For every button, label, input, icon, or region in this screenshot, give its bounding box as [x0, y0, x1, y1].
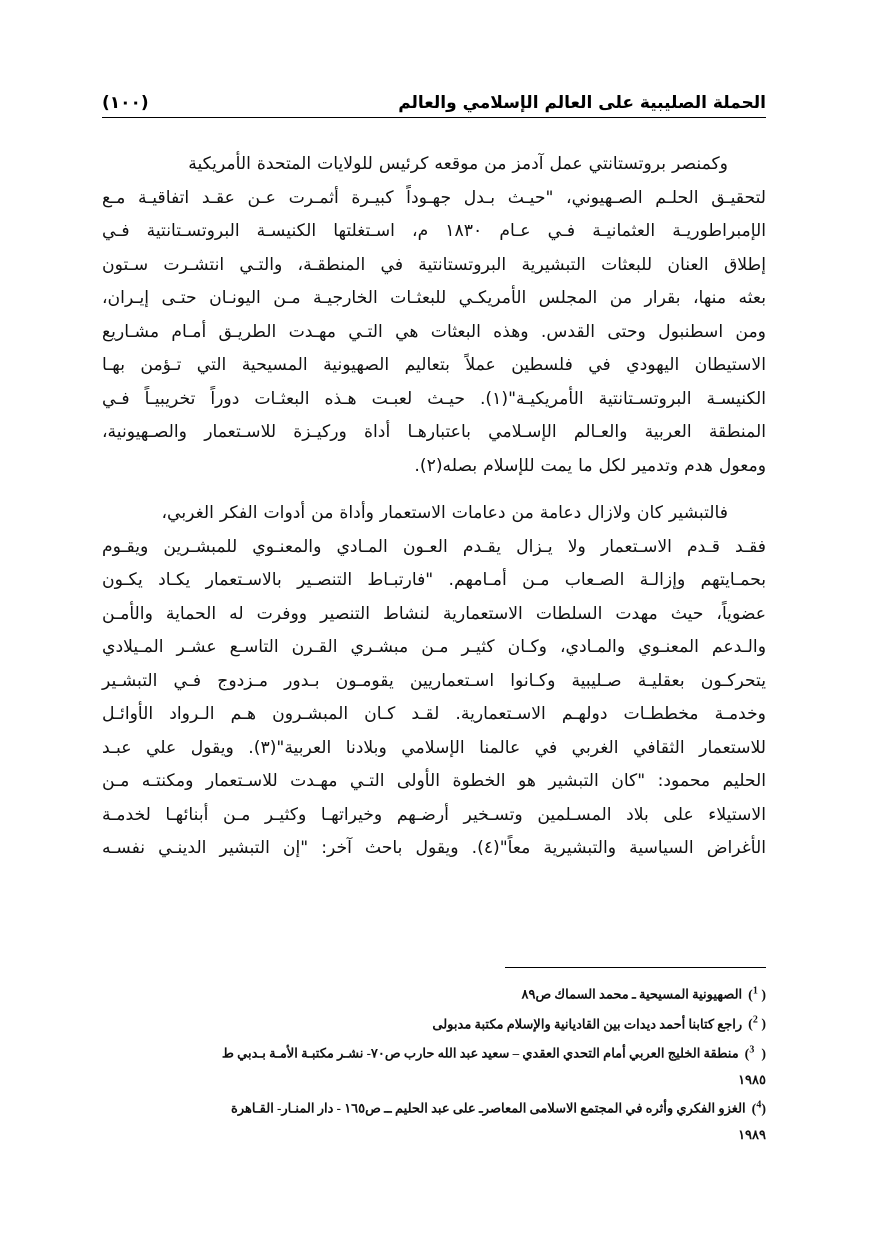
text-line: عضوياً، حيث مهدت السلطات الاستعمارية لنشاط التنصير ووفرت له الحماية والأمـن — [102, 603, 766, 624]
footnote-number: 4 — [756, 1098, 762, 1110]
footnote-text: منطقة الخليج العربي أمام التحدي العقدي – سعيد عبد الله حارب ص٧٠- نشـر مكتبـة الأمـة بـدبي ط — [221, 1045, 739, 1061]
footnote-2 — [102, 1008, 766, 1038]
text-line: للاستعمار الثقافي الغربي في عالمنا الإسلامي وبلادنا العربية"(٣). ويقول علي عبـد — [102, 737, 766, 758]
text-line: المنطقة العربية والعـالم الإسـلامي باعتبارهـا أداة وركيـزة للاسـتعمار والصـهيونية، — [102, 422, 766, 442]
paragraph-1 — [102, 148, 766, 483]
footnote-continuation: ١٩٨٥ — [738, 1071, 766, 1087]
footnote-marker: ( $^1$) — [748, 985, 766, 1003]
text-line: الكنيسـة البروتسـتانتية الأمريكيـة"(١). حيـث لعبـت هـذه البعثـات دوراً تخريبيـاً فـي — [102, 388, 766, 409]
footnote-continuation: ١٩٨٩ — [738, 1126, 766, 1142]
footnote-text: الغزو الفكري وأثره في المجتمع الاسلامى المعاصرـ على عبد الحليم ــ ص١٦٥ - دار المنـار- القـاهرة — [231, 1100, 746, 1116]
text-line: فالتبشير كان ولازال دعامة من دعامات الاستعمار وأداة من أدوات الفكر الغربي، — [161, 503, 728, 523]
text-line: الاستيلاء على بلاد المسـلمين وتسـخير أرضـهم وخيراتهـا وكثيـر مـن أبنائهـا لخدمـة — [102, 804, 766, 825]
footnote-separator — [505, 967, 766, 968]
footnote-number: 2 — [752, 1014, 758, 1026]
footnote-3 — [102, 1037, 766, 1092]
text-line: الإمبراطوريـة العثمانيـة فـي عـام ١٨٣٠ م، اسـتغلتها الكنيسـة البروتسـتانتية فـي — [102, 221, 766, 241]
footnote-4 — [102, 1092, 766, 1147]
text-line: والـدعم المعنـوي والمـادي، وكـان كثيـر مـن مبشـري القـرن التاسـع عشـر المـيلادي — [102, 637, 766, 657]
footnote-marker: ($^4$) — [751, 1098, 766, 1117]
paragraph-2 — [102, 497, 766, 866]
footnote-text: الصهيونية المسيحية ـ محمد السماك ص٨٩ — [521, 986, 743, 1002]
text-line: الاستيطان اليهودي في فلسطين عملاً بتعاليم الصهيونية المسيحية التي تـؤمن بهـا — [102, 355, 766, 375]
text-line: ومعول هدم وتدمير لكل ما يمت للإسلام بصله(٢). — [414, 455, 766, 476]
header-title: الحملة الصليبية على العالم الإسلامي والعالم — [398, 93, 766, 113]
footnote-text: راجع كتابنا أحمد ديدات بين القاديانية والإسلام مكتبة مدبولى — [432, 1016, 743, 1032]
text-line: الأغراض السياسية والتبشيرية معاً"(٤). ويقول باحث آخر: "إن التبشير الدينـي نفسـه — [102, 838, 766, 858]
text-line: وخدمـة مخططـات دولهـم الاسـتعمارية. لقـد كـان المبشـرون هـم الـرواد الأوائـل — [102, 704, 766, 724]
text-line: وكمنصر بروتستانتي عمل آدمز من موقعه كرئيس للولايات المتحدة الأمريكية — [188, 154, 728, 174]
footnote-number: 3 — [749, 1044, 755, 1056]
footnote-marker: ( $^3$) — [744, 1044, 766, 1062]
footnote-1 — [102, 978, 766, 1008]
body-text — [102, 148, 766, 866]
text-line: الحليم محمود: "كان التبشير هو الخطوة الأولى التـي مهـدت للاسـتعمار ومكنتـه مـن — [102, 771, 766, 791]
footnote-number: 1 — [752, 985, 758, 996]
running-header — [102, 84, 766, 118]
footnotes — [102, 978, 766, 1147]
footnote-marker: ( $^2$) — [748, 1014, 766, 1033]
text-line: فقـد قـدم الاسـتعمار ولا يـزال يقـدم العـون المـادي والمعنـوي للمبشـرين ويقـوم — [102, 536, 766, 557]
text-line: بحمـايتهم وإزالـة الصـعاب مـن أمـامهم. "فارتبـاط التنصـير بالاسـتعمار يكـاد يكـون — [102, 570, 766, 590]
page-number: (١٠٠) — [102, 93, 149, 113]
text-line: بعثه منها، بقرار من المجلس الأمريكـي للبعثـات الخارجيـة مـن اليونـان حتـى إيـران، — [102, 288, 766, 308]
text-line: ومن اسطنبول وحتى القدس. وهذه البعثات هي التـي مهـدت الطريـق أمـام مشـاريع — [102, 321, 766, 342]
text-line: لتحقيـق الحلـم الصـهيوني، "حيـث بـدل جهـوداً كبيـرة أثمـرت عـن عقـد اتفاقيـة مـع — [102, 187, 766, 208]
text-line: يتحركـون بعقليـة صـليبية وكـانوا اسـتعماريين يقومـون بـدور مـزدوج فـي التبشـير — [102, 670, 766, 691]
text-line: إطلاق العنان للبعثات التبشيرية البروتستانتية في المنطقـة، والتـي انتشـرت سـتون — [102, 254, 766, 275]
